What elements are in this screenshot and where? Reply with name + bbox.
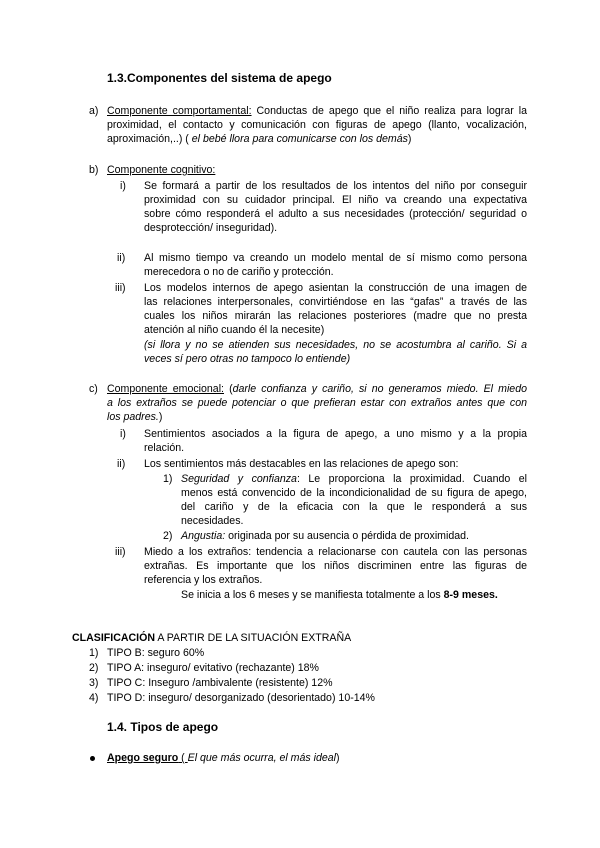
item-c-iii-line-2: extrañas. Es importante que los niños discriminen entre las figuras de xyxy=(144,560,527,572)
item-c-label: Componente emocional: xyxy=(107,383,224,395)
item-a-label: Componente comportamental: xyxy=(107,105,252,117)
term-angustia: Angustia: xyxy=(181,530,226,542)
item-a-line-3: aproximación,..) ( el bebé llora para comunicarse con los demás) xyxy=(107,133,412,145)
classification-item-3-marker: 3) xyxy=(89,677,99,689)
classification-title: CLASIFICACIÓN A PARTIR DE LA SITUACIÓN EXTRAÑA xyxy=(72,632,352,644)
bullet-icon xyxy=(90,756,95,761)
item-b-ii-line-2: merecedora o no de cariño y protección. xyxy=(144,266,334,278)
item-a-marker: a) xyxy=(89,105,99,117)
item-b-i-line-3: sobre cómo responderá el adulto a sus necesidades (protección/ seguridad o xyxy=(144,208,527,220)
item-c-ii-1-marker: 1) xyxy=(163,473,173,485)
item-c-ii-1-line-2: menos está convencido de la incondicionalidad de su figura de apego, xyxy=(181,487,527,499)
item-a-line-2: proximidad, el contacto y comunicación con figuras de apego (llanto, vocalización, xyxy=(107,119,527,131)
apego-seguro-label: Apego seguro xyxy=(107,752,179,764)
item-c-iii-marker: iii) xyxy=(115,546,126,558)
item-b-ii-marker: ii) xyxy=(117,252,126,264)
item-c-line-3: los padres.) xyxy=(107,411,163,423)
item-c-ii-1-line-1: Seguridad y confianza: Le proporciona la proximidad. Cuando el xyxy=(181,473,527,485)
item-c-marker: c) xyxy=(89,383,98,395)
item-c-iii-line-1: Miedo a los extraños: tendencia a relacionarse con cautela con las personas xyxy=(144,546,527,558)
item-b-iii-marker: iii) xyxy=(115,282,126,294)
item-c-i-line-1: Sentimientos asociados a la figura de apego, a uno mismo y a la propia xyxy=(144,428,527,440)
classification-item-1-marker: 1) xyxy=(89,647,99,659)
apego-seguro-note: El que más ocurra, el más ideal xyxy=(187,752,337,764)
item-b-iii-line-3: cuales los niños mirarán las relaciones posteriores (madre que no presta xyxy=(144,310,527,322)
classification-item-3: TIPO C: Inseguro /ambivalente (resistente) 12% xyxy=(107,677,333,689)
item-b-iii-line-2: las relaciones interpersonales, convirtiéndose en las “gafas” a través de las xyxy=(144,296,527,308)
classification-item-2-marker: 2) xyxy=(89,662,99,674)
section-title-1-4: 1.4. Tipos de apego xyxy=(107,720,219,734)
classification-item-1: TIPO B: seguro 60% xyxy=(107,647,205,659)
item-b-iii-line-4: atención al niño cuando él la necesite) xyxy=(144,324,325,336)
item-c-ii-marker: ii) xyxy=(117,458,126,470)
item-c-line-2: a los extraños se puede potenciar o que prefieran estar con extraños antes que con xyxy=(107,397,527,409)
section-title-1-3: 1.3.Componentes del sistema de apego xyxy=(107,71,332,85)
item-b-i-line-1: Se formará a partir de los resultados de los intentos del niño por conseguir xyxy=(144,180,527,192)
item-b-ii-line-1: Al mismo tiempo va creando un modelo mental de sí mismo como persona xyxy=(144,252,527,264)
item-b-i-line-2: proximidad con su cuidador principal. El niño va creando una expectativa xyxy=(144,194,527,206)
item-c-line-1: Componente emocional: (darle confianza y cariño, si no generamos miedo. El miedo xyxy=(107,383,527,395)
item-c-ii-1-line-4: necesidades. xyxy=(181,515,244,527)
item-c-iii-line-4: Se inicia a los 6 meses y se manifiesta totalmente a los 8-9 meses. xyxy=(181,589,498,601)
item-b-label: Componente cognitivo: xyxy=(107,164,216,176)
item-c-ii-2-line-1: Angustia: originada por su ausencia o pérdida de proximidad. xyxy=(181,530,469,542)
item-a-line-1: Componente comportamental: Conductas de apego que el niño realiza para lograr la xyxy=(107,105,527,117)
term-seguridad: Seguridad y confianza xyxy=(181,473,297,485)
item-c-ii-1-line-3: del cariño y de la eficacia con la que le responderá a sus xyxy=(181,501,527,513)
item-a-note: el bebé llora para comunicarse con los demás xyxy=(191,133,408,145)
item-c-iii-line-3: referencia y los extraños. xyxy=(144,574,263,586)
age-highlight: 8-9 meses. xyxy=(443,589,498,601)
item-c-ii-2-marker: 2) xyxy=(163,530,173,542)
item-b-iii-note-line-2: veces sí pero otras no tampoco lo entiende) xyxy=(144,353,351,365)
item-b-i-marker: i) xyxy=(120,180,126,192)
apego-seguro-item: Apego seguro ( El que más ocurra, el más ideal) xyxy=(107,752,340,764)
item-b-iii-line-1: Los modelos internos de apego asientan la construcción de una imagen de xyxy=(144,282,527,294)
classification-item-2: TIPO A: inseguro/ evitativo (rechazante) 18% xyxy=(107,662,319,674)
item-b-iii-note-line-1: (si llora y no se atienden sus necesidades, no se acostumbra al cariño. Si a xyxy=(144,339,527,351)
classification-item-4-marker: 4) xyxy=(89,692,99,704)
item-c-ii-line-1: Los sentimientos más destacables en las relaciones de apego son: xyxy=(144,458,459,470)
item-c-i-line-2: relación. xyxy=(144,442,185,454)
classification-item-4: TIPO D: inseguro/ desorganizado (desorientado) 10-14% xyxy=(107,692,375,704)
item-c-i-marker: i) xyxy=(120,428,126,440)
item-b-marker: b) xyxy=(89,164,99,176)
item-b-i-line-4: desprotección/ inseguridad). xyxy=(144,222,278,234)
